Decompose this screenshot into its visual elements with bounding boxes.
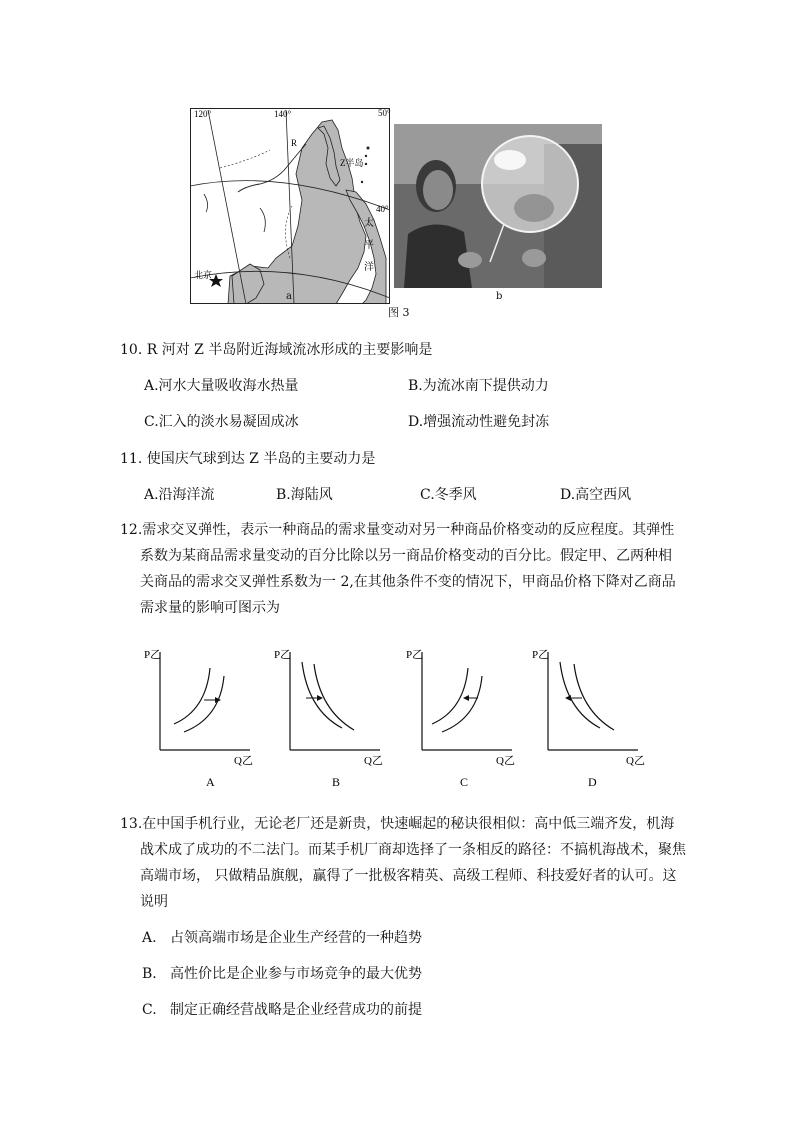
graph-d — [528, 640, 658, 790]
q10-option-c: C.汇入的淡水易凝固成冰 — [144, 414, 299, 430]
peninsula-label: Z半岛 — [340, 158, 364, 168]
graph-b-label: B — [332, 775, 341, 789]
ocean-label-1: 太 — [364, 218, 374, 229]
graph-b-yaxis: P乙 — [274, 649, 292, 661]
q12-line-4: 需求量的影响可图示为 — [140, 600, 280, 616]
q10-option-d: D.增强流动性避免封冻 — [408, 414, 550, 430]
q13-option-b: 高性价比是企业参与市场竞争的最大优势 — [170, 966, 422, 982]
q13-option-c-letter: C. — [142, 1002, 157, 1018]
q10-stem: 10. R 河对 Z 半岛附近海域流冰形成的主要影响是 — [120, 342, 433, 358]
q13-option-a: 占领高端市场是企业生产经营的一种趋势 — [170, 930, 422, 946]
graph-d-yaxis: P乙 — [532, 649, 550, 661]
q13-line-3: 高端市场， 只做精品旗舰，赢得了一批极客精英、高级工程师、科技爱好者的认可。这 — [140, 868, 677, 884]
figure-caption: 图 3 — [388, 306, 410, 319]
graph-a-yaxis: P乙 — [144, 649, 162, 661]
graph-c-xaxis: Q乙 — [496, 755, 515, 767]
q13-option-c: 制定正确经营战略是企业经营成功的前提 — [170, 1002, 422, 1018]
graph-a-label: A — [206, 775, 215, 789]
lon-label-120: 120° — [194, 109, 212, 119]
q10-option-a: A.河水大量吸收海水热量 — [144, 378, 299, 394]
graph-a — [140, 640, 260, 790]
map-figure — [190, 108, 390, 304]
lat-label-50: 50° — [378, 108, 391, 118]
q13-line-4: 说明 — [140, 894, 168, 910]
q11-option-a: A.沿海洋流 — [144, 487, 215, 503]
graph-c — [402, 640, 522, 790]
q12-line-1: 12.需求交叉弹性，表示一种商品的需求量变动对另一种商品价格变动的反应程度。其弹性 — [120, 522, 675, 538]
q13-line-1: 13.在中国手机行业，无论老厂还是新贵，快速崛起的秘诀很相似：高中低三端齐发，机海 — [120, 816, 675, 832]
photo-sublabel: b — [496, 291, 503, 302]
q11-option-b: B.海陆风 — [276, 487, 333, 503]
ocean-label-2: 平 — [364, 240, 374, 251]
q11-option-c: C.冬季风 — [420, 487, 477, 503]
graph-d-label: D — [588, 775, 597, 789]
graph-c-label: C — [460, 775, 469, 789]
ocean-label-3: 洋 — [364, 262, 374, 273]
graph-c-yaxis: P乙 — [406, 649, 424, 661]
q13-line-2: 战术成了成功的不二法门。而某手机厂商却选择了一条相反的路径：不搞机海战术，聚焦 — [140, 842, 686, 858]
lon-label-140: 140° — [274, 109, 292, 119]
graph-b — [270, 640, 390, 790]
q13-option-a-letter: A. — [142, 930, 157, 946]
graph-b-xaxis: Q乙 — [364, 755, 383, 767]
figure-3 — [190, 108, 602, 318]
river-label: R — [291, 138, 298, 148]
q12-line-3: 关商品的需求交叉弹性系数为一 2,在其他条件不变的情况下，甲商品价格下降对乙商品 — [140, 574, 676, 590]
q10-option-b: B.为流冰南下提供动力 — [408, 378, 549, 394]
q12-line-2: 系数为某商品需求量变动的百分比除以另一商品价格变动的百分比。假定甲、乙两种相 — [140, 548, 672, 564]
graph-a-xaxis: Q乙 — [234, 755, 253, 767]
map-sublabel: a — [286, 291, 292, 302]
graph-d-xaxis: Q乙 — [626, 755, 645, 767]
lat-label-40: 40° — [376, 204, 389, 214]
q11-stem: 11. 使国庆气球到达 Z 半岛的主要动力是 — [120, 451, 376, 467]
q11-option-d: D.高空西风 — [560, 487, 632, 503]
q13-option-b-letter: B. — [142, 966, 157, 982]
beijing-label: 北京 — [194, 270, 213, 280]
photo-figure — [394, 124, 602, 288]
